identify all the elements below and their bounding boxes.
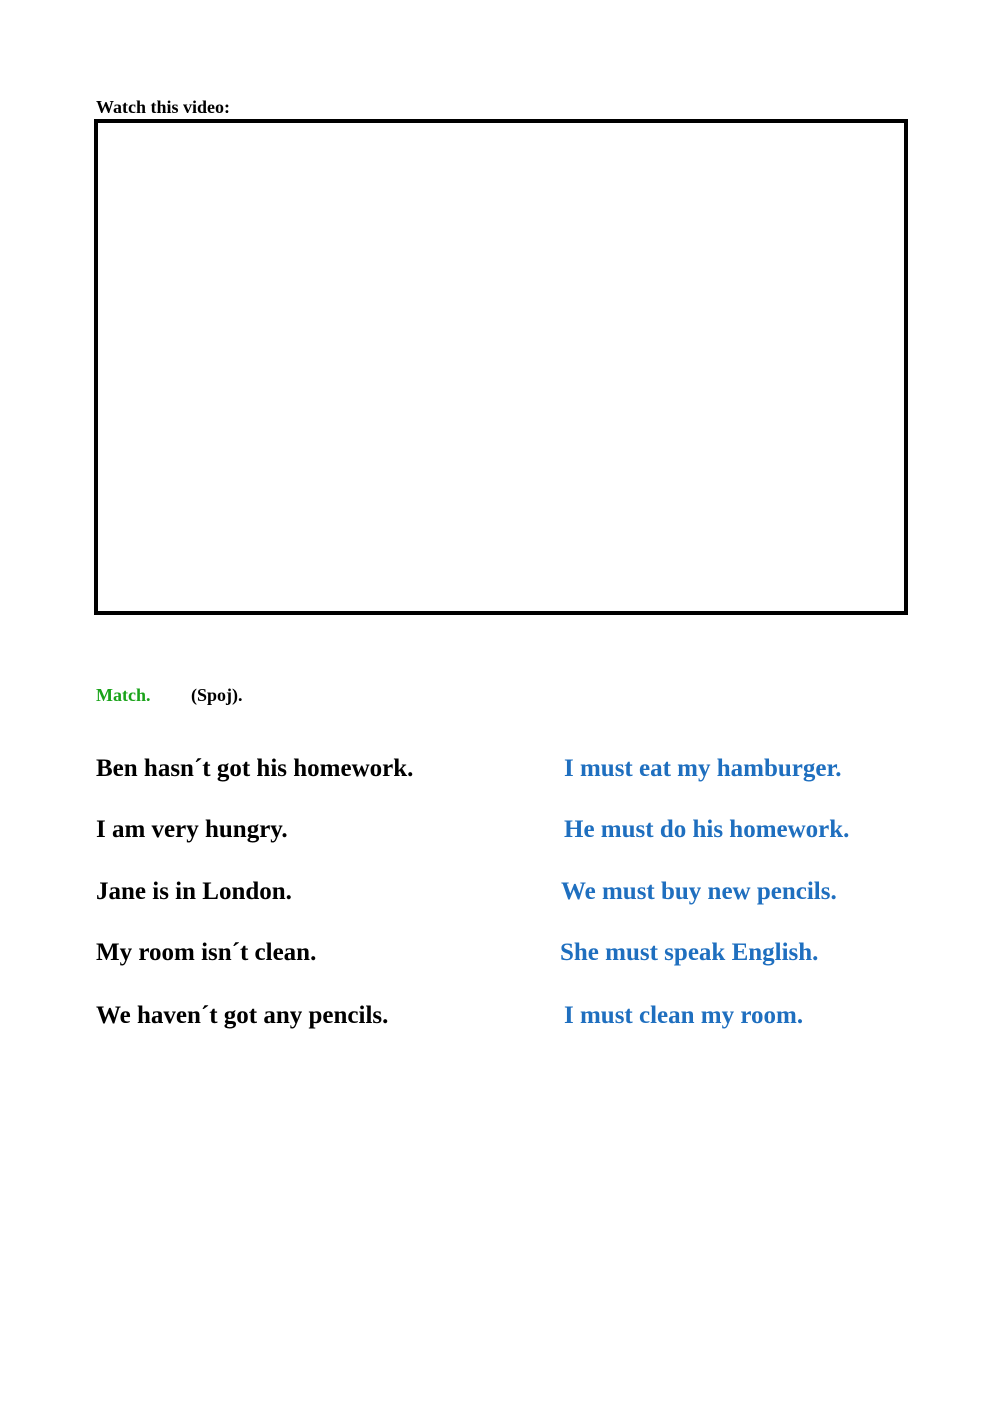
match-heading — [96, 684, 150, 706]
left-item[interactable]: We haven´t got any pencils. — [96, 1002, 389, 1029]
left-item[interactable]: My room isn´t clean. — [96, 939, 317, 966]
video-instruction: Watch this video: — [96, 97, 231, 117]
match-title: Match. — [96, 685, 151, 705]
left-item[interactable]: Ben hasn´t got his homework. — [96, 755, 414, 782]
video-player[interactable] — [94, 119, 908, 615]
right-item[interactable]: He must do his homework. — [564, 816, 850, 843]
right-item[interactable]: I must eat my hamburger. — [564, 755, 842, 782]
left-item[interactable]: I am very hungry. — [96, 816, 288, 843]
right-item[interactable]: She must speak English. — [560, 939, 819, 966]
match-translation: (Spoj). — [191, 685, 243, 705]
right-item[interactable]: I must clean my room. — [564, 1002, 804, 1029]
right-item[interactable]: We must buy new pencils. — [561, 878, 837, 905]
left-item[interactable]: Jane is in London. — [96, 878, 292, 905]
